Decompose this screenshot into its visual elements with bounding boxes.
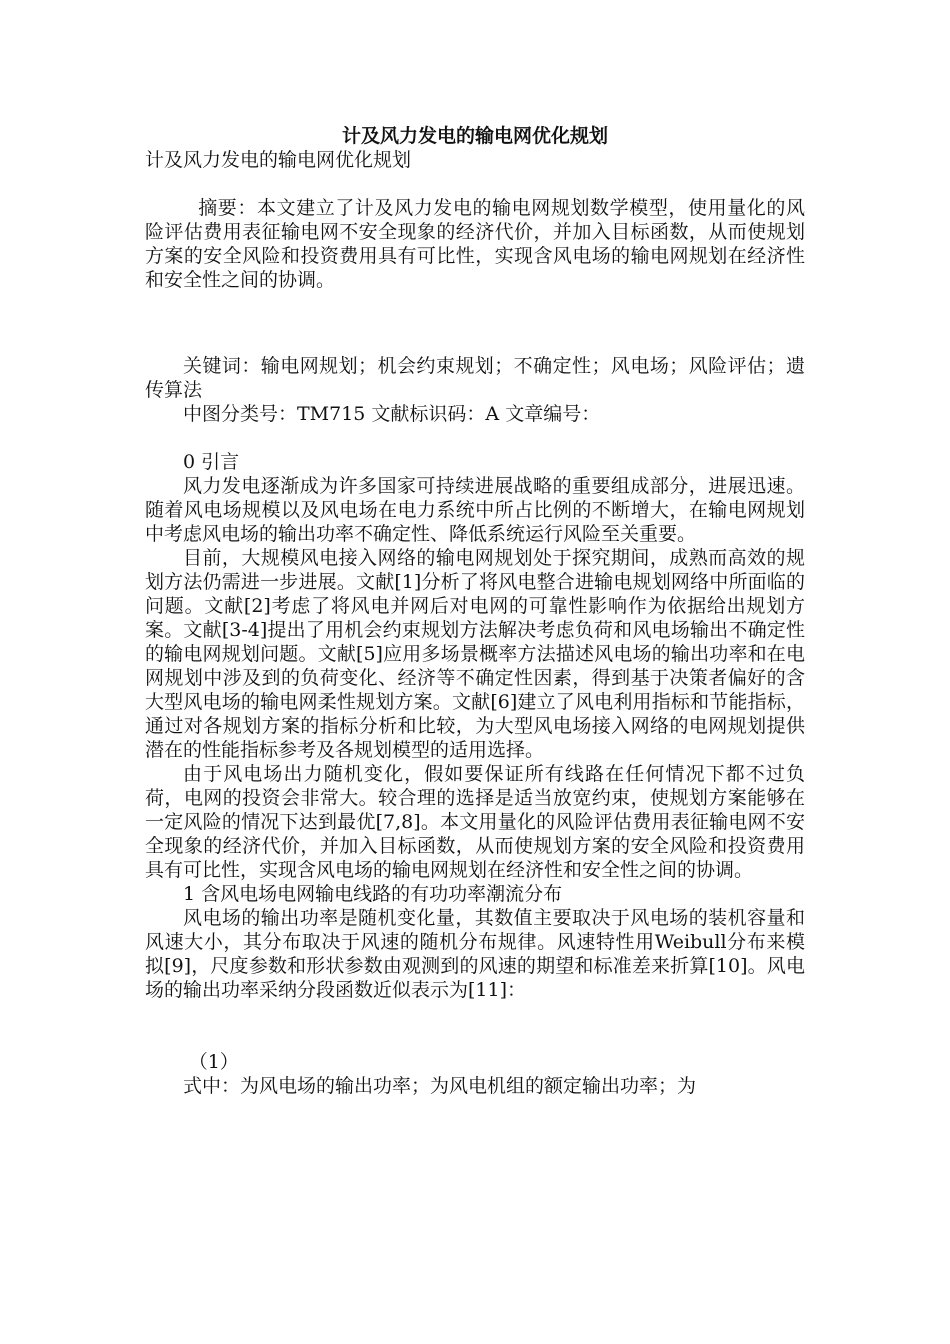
document-page bbox=[145, 118, 805, 1098]
spacer bbox=[145, 292, 805, 354]
equation-placeholder bbox=[145, 1002, 805, 1050]
keywords-paragraph: 关键词：输电网规划；机会约束规划；不确定性；风电场；风险评估；遗传算法 bbox=[145, 355, 805, 401]
abstract-paragraph: 摘要：本文建立了计及风力发电的输电网规划数学模型，使用量化的风险评估费用表征输电网不安全现象的经济代价，并加入目标函数，从而使规划方案的安全风险和投资费用具有可比性，实现含风电场的输电网规划在经济性和安全性之间的协调。 bbox=[145, 197, 805, 291]
spacer bbox=[145, 172, 805, 196]
document-title: 计及风力发电的输电网优化规划 bbox=[341, 125, 608, 147]
section-heading-1: 1 含风电场电网输电线路的有功功率潮流分布 bbox=[183, 883, 563, 905]
body-paragraph-2: 目前，大规模风电接入网络的输电网规划处于探究期间，成熟而高效的规划方法仍需进一步进展。文献[1]分析了将风电整合进输电规划网络中所面临的问题。文献[2]考虑了将风电并网后对电网的可靠性影响作为依据给出规划方案。文献[3-4]提出了用机会约束规划方法解决考虑负荷和风电场输出不确定性的输电网规划问题。文献[5]应用多场景概率方法描述风电场的输出功率和在电网规划中涉及到的负荷变化、经济等不确定性因素，得到基于决策者偏好的含大型风电场的输电网柔性规划方案。文献[6]建立了风电利用指标和节能指标，通过对各规划方案的指标分析和比较，为大型风电场接入网络的电网规划提供潜在的性能指标参考及各规划模型的适用选择。 bbox=[145, 547, 805, 761]
equation-label: （1） bbox=[188, 1051, 239, 1073]
spacer bbox=[145, 426, 805, 450]
body-paragraph-5: 式中：为风电场的输出功率；为风电机组的额定输出功率；为 bbox=[183, 1075, 697, 1097]
body-paragraph-3: 由于风电场出力随机变化，假如要保证所有线路在任何情况下都不过负荷，电网的投资会非常大。较合理的选择是适当放宽约束，使规划方案能够在一定风险的情况下达到最优[7,8]。本文用量化的风险评估费用表征输电网不安全现象的经济代价，并加入目标函数，从而使规划方案的安全风险和投资费用具有可比性，实现含风电场的输电网规划在经济性和安全性之间的协调。 bbox=[145, 763, 805, 881]
body-paragraph-1: 风力发电逐渐成为许多国家可持续进展战略的重要组成部分，进展迅速。随着风电场规模以及风电场在电力系统中所占比例的不断增大，在输电网规划中考虑风电场的输出功率不确定性、降低系统运行风险至关重要。 bbox=[145, 475, 805, 545]
body-paragraph-4: 风电场的输出功率是随机变化量，其数值主要取决于风电场的装机容量和风速大小，其分布取决于风速的随机分布规律。风速特性用Weibull分布来模拟[9]，尺度参数和形状参数由观测到的风速的期望和标准差来折算[10]。风电场的输出功率采纳分段函数近似表示为[11]： bbox=[145, 907, 805, 1001]
classification-line: 中图分类号：TM715 文献标识码：A 文章编号： bbox=[183, 403, 601, 425]
section-heading-introduction: 0 引言 bbox=[183, 451, 240, 473]
document-subtitle: 计及风力发电的输电网优化规划 bbox=[145, 149, 412, 171]
